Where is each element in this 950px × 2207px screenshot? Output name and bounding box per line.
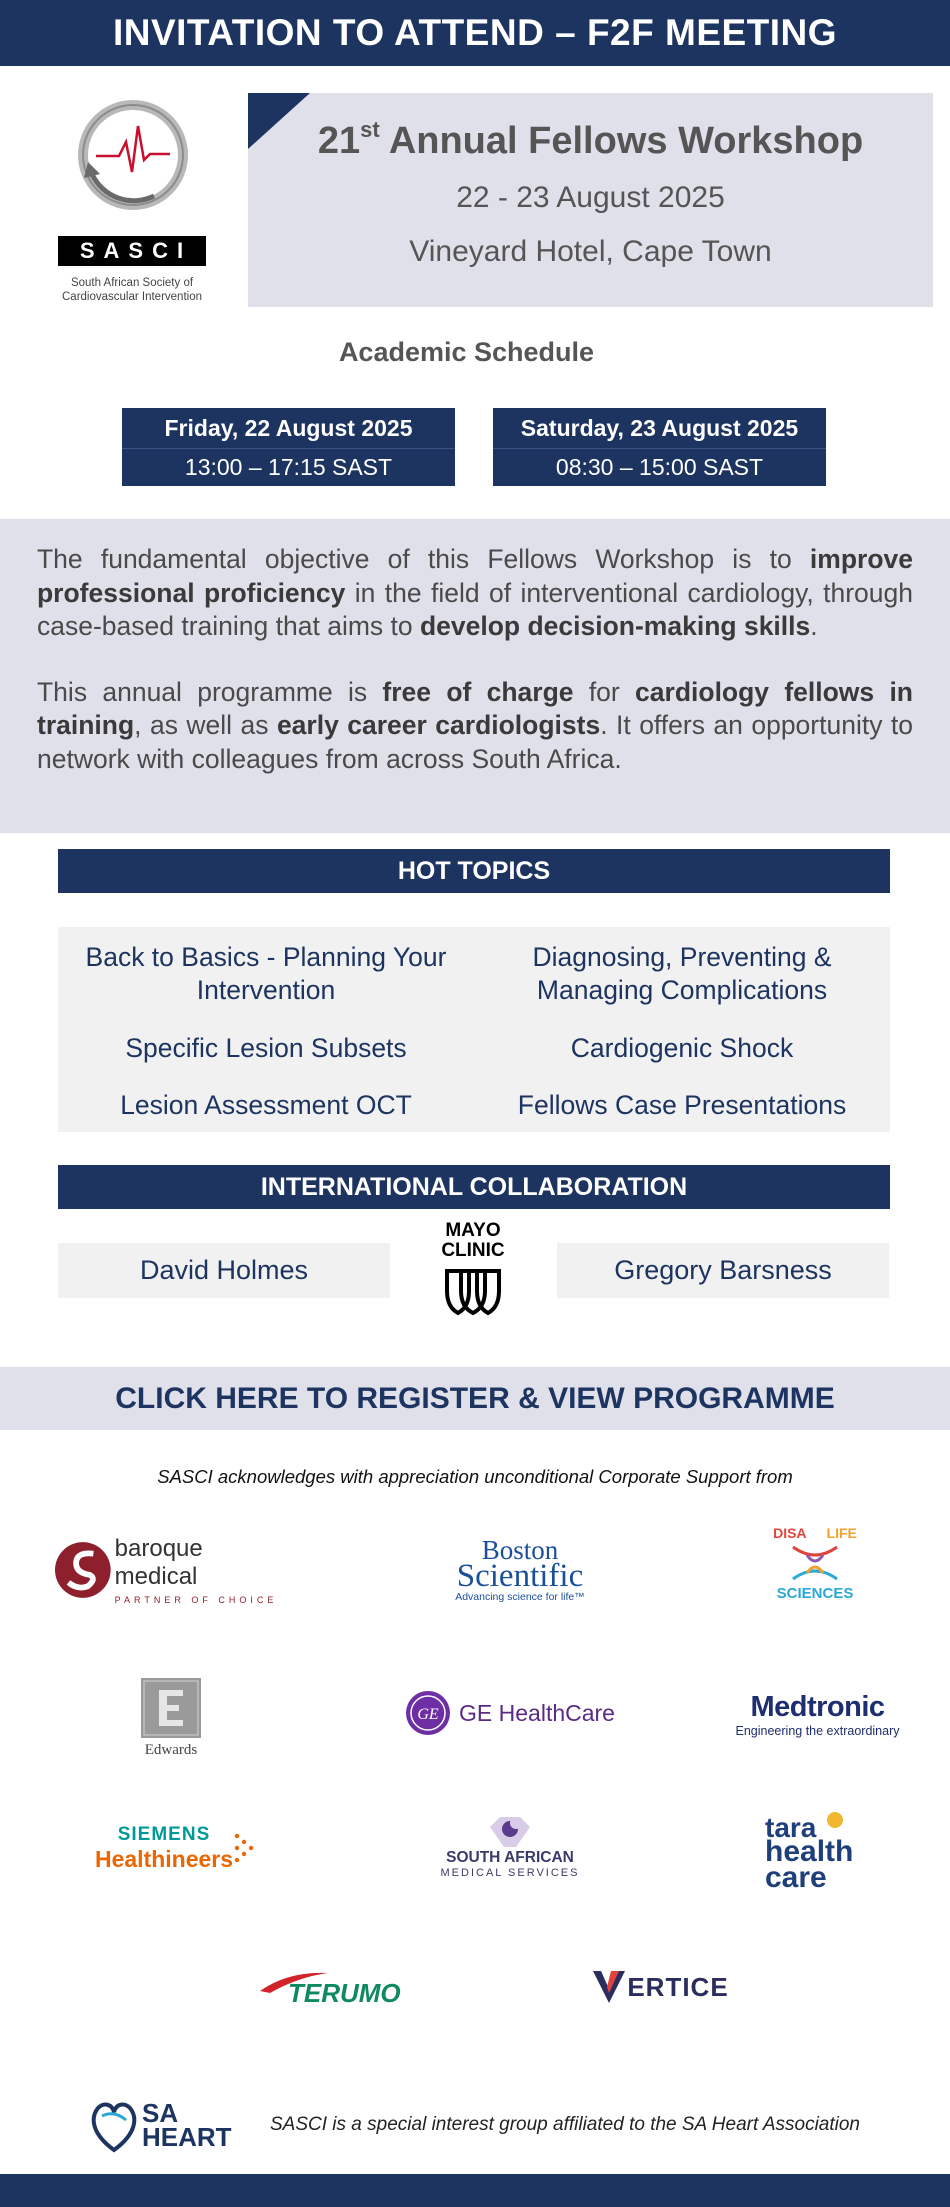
edwards-logo [138,1676,204,1760]
body-text: The fundamental objective of this Fellows Workshop is to [37,544,810,574]
schedule-day: Friday, 22 August 2025 [164,414,413,441]
schedule-saturday [493,408,826,486]
schedule-friday [122,408,455,486]
sa-heart-text [142,2098,232,2152]
body-text: for [573,676,636,707]
sams-line-2: MEDICAL SERVICES [440,1867,580,1879]
baroque-mark-icon [55,1539,111,1601]
topic-item: Fellows Case Presentations [517,1090,847,1120]
ge-monogram-icon [405,1690,451,1736]
baroque-text [115,1535,285,1605]
healthineers-name: Healthineers [94,1845,234,1872]
emphasis-text: early career cardiologists [276,710,601,740]
boston-line-2: Scientific [456,1558,584,1594]
mayo-shields-icon [441,1267,505,1317]
international-collaboration-heading: INTERNATIONAL COLLABORATION [58,1165,890,1209]
event-venue: Vineyard Hotel, Cape Town [409,235,772,268]
banner-title: INVITATION TO ATTEND – F2F MEETING [112,12,838,53]
sasci-subtitle-line2: Cardiovascular Intervention [62,291,202,303]
objective-paragraph-1 [37,543,913,644]
emphasis-text: cardiology fellows in training [37,676,913,740]
sasci-logo [56,94,208,306]
sams-logo [420,1806,600,1886]
body-text: in the field of interventional cardiology, through case-based training that aims to [37,577,913,641]
sasci-subtitle [56,276,208,304]
baroque-name: baroque medical [114,1535,203,1590]
siemens-text [95,1824,233,1873]
boston-line-1: Boston [481,1535,559,1565]
event-title [248,117,933,163]
siemens-name: SIEMENS [117,1823,211,1845]
disa-life-word: LIFE [826,1524,857,1541]
hot-topics-heading: HOT TOPICS [58,849,890,893]
sams-line-1: SOUTH AFRICAN [446,1849,574,1866]
objective-section [0,519,950,833]
tara-healthcare-logo [765,1814,865,1894]
affiliation-note: SASCI is a special interest group affiliated to the SA Heart Association [270,2114,861,2135]
medtronic-name: Medtronic [750,1690,885,1723]
topic-item: Specific Lesion Subsets [125,1033,407,1063]
tara-line-3: care [765,1861,827,1894]
sponsor-acknowledgement: SASCI acknowledges with appreciation unconditional Corporate Support from [157,1466,793,1487]
baroque-medical-logo [55,1535,285,1605]
edwards-name: Edwards [144,1741,198,1758]
siemens-dots-icon [233,1830,255,1866]
topic-item: Cardiogenic Shock [570,1033,794,1063]
disa-sciences-word: SCIENCES [776,1584,854,1602]
schedule-time: 08:30 – 15:00 SAST [493,448,826,486]
sa-heart-icon [88,2096,140,2154]
tara-line-2: health [765,1835,854,1868]
objective-paragraph-2 [37,676,913,777]
bottom-bar [0,2174,950,2207]
invitation-banner [0,0,950,66]
tara-line-1: tara [765,1812,817,1843]
vertice-v-mark-icon [591,1967,627,2007]
event-title-rest: Annual Fellows Workshop [379,120,864,162]
sa-heart-logo [88,2095,240,2155]
mayo-clinic-wordmark [425,1221,521,1261]
vertice-name: ERTICE [627,1971,729,2002]
sasci-subtitle-line1: South African Society of [70,277,194,289]
disa-word: DISA [773,1524,807,1541]
schedule-day: Saturday, 23 August 2025 [520,414,799,441]
register-button[interactable]: CLICK HERE TO REGISTER & VIEW PROGRAMME [0,1367,950,1430]
emphasis-text: improve professional proficiency [37,544,913,608]
terumo-name: TERUMO [288,1978,401,2008]
tara-sun-icon [827,1812,843,1828]
event-title-suffix: st [360,117,380,142]
terumo-logo [258,1962,443,2012]
mayo-line-2: CLINIC [441,1240,505,1261]
sasci-wordmark: SASCI [58,236,206,266]
edwards-e-mark-icon [141,1678,201,1738]
event-title-number: 21 [317,120,361,162]
topic-item: Diagnosing, Preventing & Managing Complications [532,942,832,1005]
emphasis-text: develop decision-making skills [419,611,811,641]
baroque-tagline: PARTNER OF CHOICE [114,1595,278,1605]
event-info-box [248,93,933,307]
hot-topics-list [58,927,890,1132]
svg-text:GE: GE [417,1706,439,1723]
collaborator-name: Gregory Barsness [557,1243,889,1298]
event-dates: 22 - 23 August 2025 [456,181,725,214]
disa-life-sciences-logo [765,1517,865,1609]
body-text: . [810,611,818,641]
medtronic-logo [725,1688,910,1740]
mayo-line-1: MAYO [445,1220,501,1241]
mayo-clinic-logo [425,1221,521,1321]
boston-tagline: Advancing science for life™ [455,1591,585,1603]
academic-schedule-heading: Academic Schedule [338,337,595,367]
sa-heart-line-2: HEART [142,2122,232,2152]
topic-item: Lesion Assessment OCT [120,1090,412,1120]
collaborator-name: David Holmes [58,1243,390,1298]
medtronic-tagline: Engineering the extraordinary [735,1723,900,1738]
body-text: . It offers an opportunity to network with colleagues from across South Africa. [37,710,913,774]
sasci-heart-ring-icon [74,96,192,214]
ge-healthcare-logo [405,1688,615,1738]
schedule-time: 13:00 – 17:15 SAST [122,448,455,486]
body-text: , as well as [134,710,277,740]
sams-emblem-icon [486,1813,534,1849]
disa-helix-icon [787,1541,843,1585]
boston-scientific-logo [420,1535,620,1607]
emphasis-text: free of charge [382,676,574,707]
vertice-logo [580,1962,740,2012]
siemens-healthineers-logo [80,1822,270,1874]
topic-item: Back to Basics - Planning Your Intervention [85,942,447,1005]
sa-heart-line-1: SA [142,2098,179,2128]
ge-name: GE HealthCare [459,1699,615,1726]
body-text: This annual programme is [37,676,383,707]
disa-top [773,1525,857,1541]
